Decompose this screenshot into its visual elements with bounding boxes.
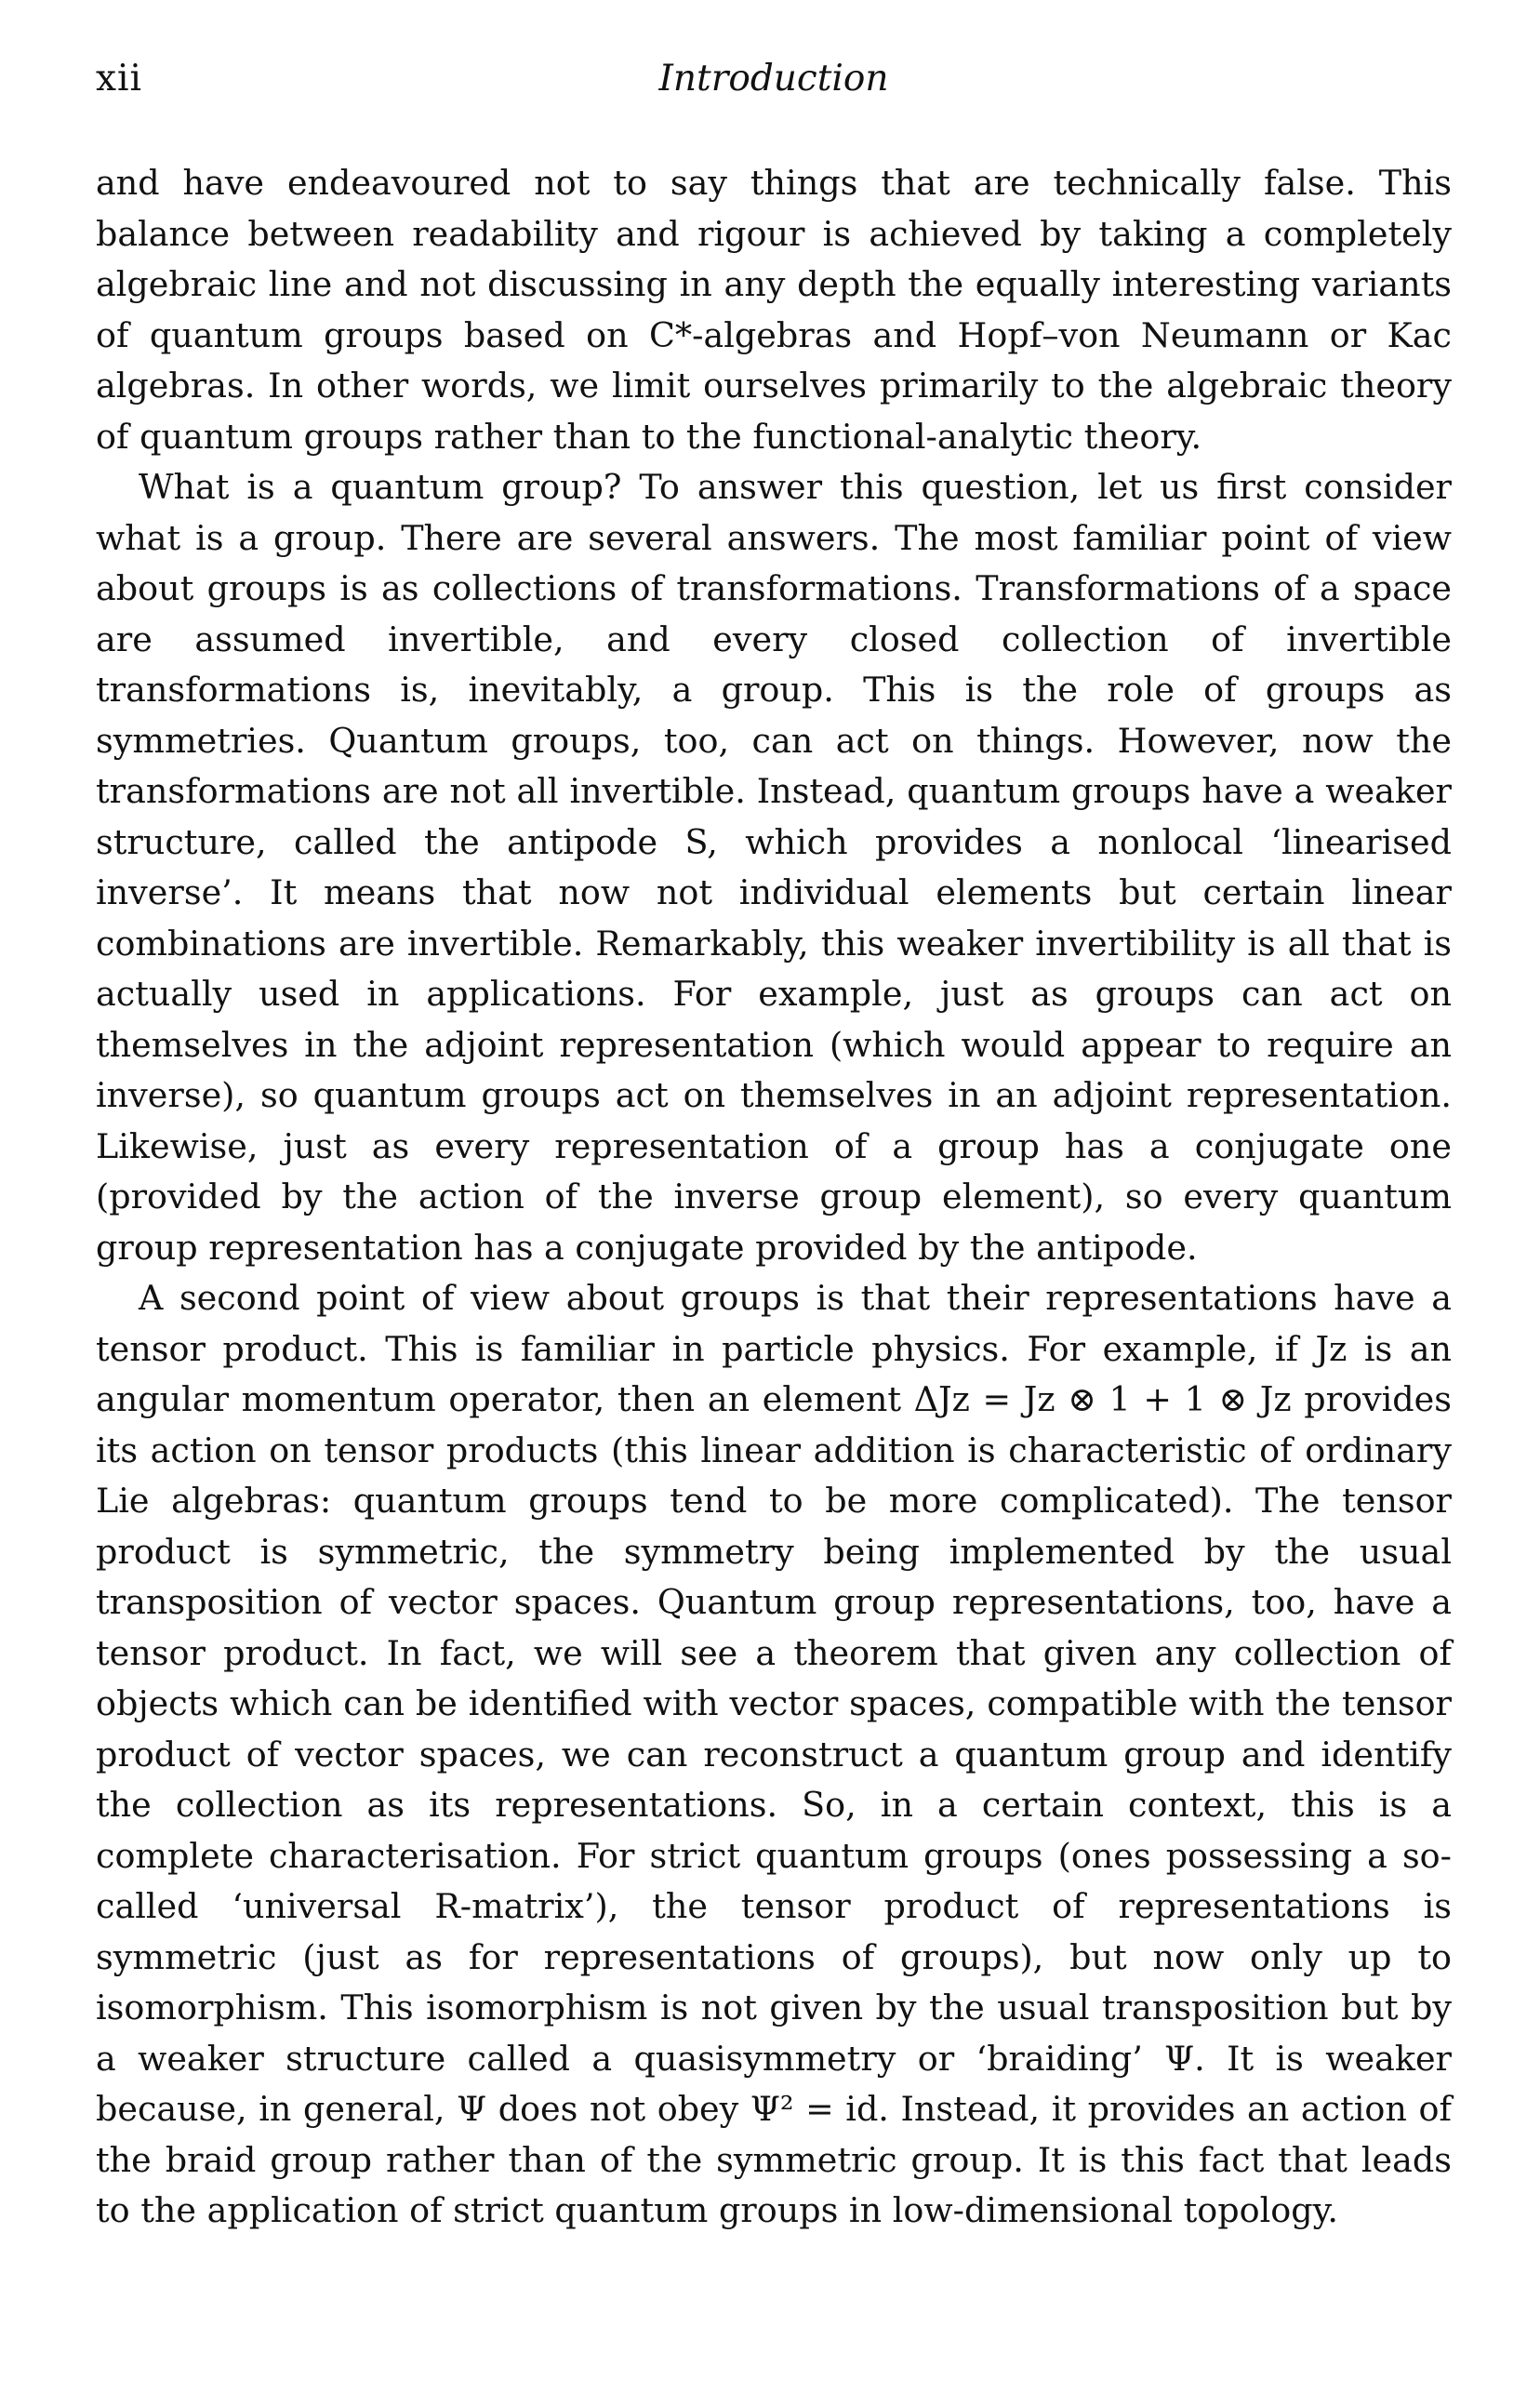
running-head (96, 58, 1452, 113)
paragraph-tensor-product: A second point of view about groups is that their representations have a tensor product. This is familiar in particle physics. For example, if Jz is an angular momentum operator, then an element ΔJz = Jz ⊗ 1 + 1 ⊗ Jz provides its action on tensor products (this linear addition is characteristic of ordinary Lie algebras: quantum groups tend to be more complicated). The tensor product is symmetric, the symmetry being implemented by the usual transposition of vector spaces. Quantum group representations, too, have a tensor product. In fact, we will see a theorem that given any collection of objects which can be identified with vector spaces, compatible with the tensor product of vector spaces, we can reconstruct a quantum group and identify the collection as its representations. So, in a certain context, this is a complete characterisation. For strict quantum groups (ones possessing a so-called ‘universal R-matrix’), the tensor product of representations is symmetric (just as for representations of groups), but now only up to isomorphism. This isomorphism is not given by the usual transposition but by a weaker structure called a quasisymmetry or ‘braiding’ Ψ. It is weaker because, in general, Ψ does not obey Ψ² = id. Instead, it provides an action of the braid group rather than of the symmetric group. It is this fact that leads to the application of strict quantum groups in low-dimensional topology. (96, 1278, 1452, 2230)
paragraph-what-is-quantum-group: What is a quantum group? To answer this question, let us first consider what is a group. There are several answers. The most familiar point of view about groups is as collections of transformations. Transformations of a space are assumed invertible, and every closed collection of invertible transformations is, inevitably, a group. This is the role of groups as symmetries. Quantum groups, too, can act on things. However, now the transformations are not all invertible. Instead, quantum groups have a weaker structure, called the antipode S, which provides a nonlocal ‘linearised inverse’. It means that now not individual elements but certain linear combinations are invertible. Remarkably, this weaker invertibility is all that is actually used in applications. For example, just as groups can act on themselves in the adjoint representation (which would appear to require an inverse), so quantum groups act on themselves in an adjoint representation. Likewise, just as every representation of a group has a conjugate one (provided by the action of the inverse group element), so every quantum group representation has a conjugate provided by the antipode. (96, 467, 1452, 1268)
running-title: Introduction (658, 58, 889, 100)
page-number: xii (96, 58, 142, 100)
body-text (96, 158, 1452, 2237)
paragraph-continued: and have endeavoured not to say things that are technically false. This balance between readability and rigour is achieved by taking a completely algebraic line and not discussing in any depth the equally interesting variants of quantum groups based on C*-algebras and Hopf–von Neumann or Kac algebras. In other words, we limit ourselves primarily to the algebraic theory of quantum groups rather than to the functional-analytic theory. (96, 163, 1452, 457)
